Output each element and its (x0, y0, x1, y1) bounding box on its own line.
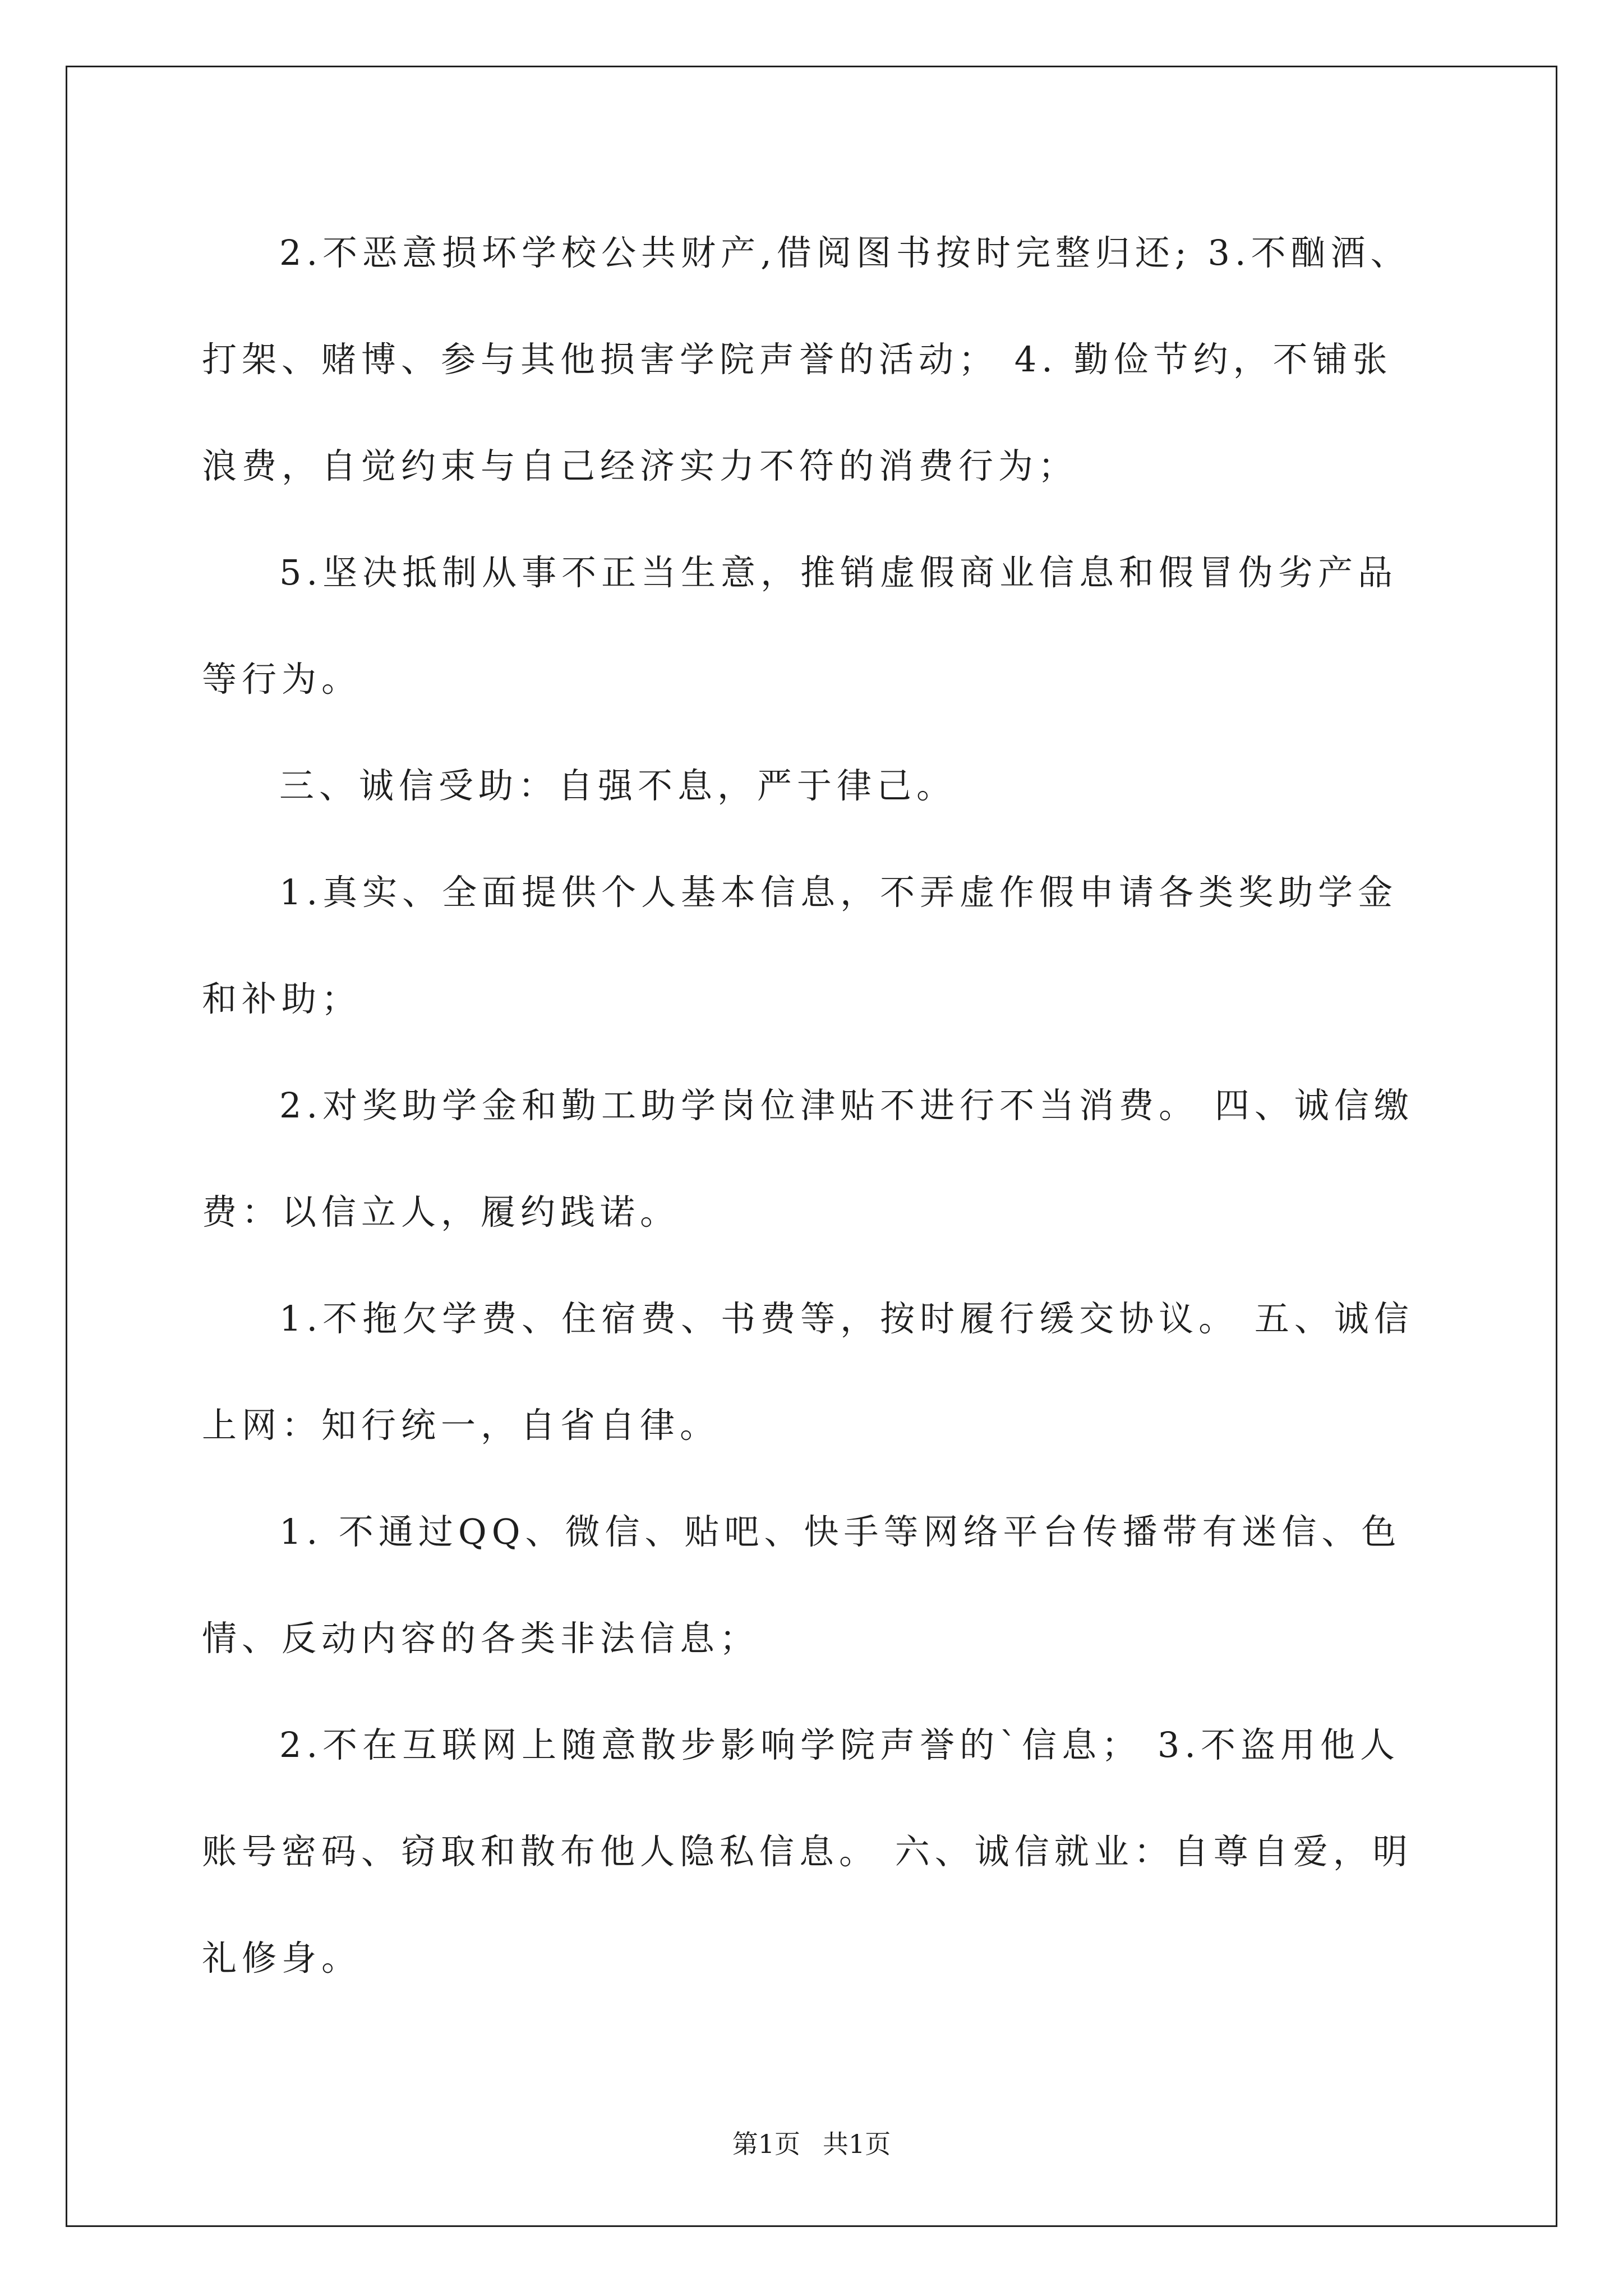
text-line: 1.真实、全面提供个人基本信息，不弄虚作假申请各类奖助学金 (279, 872, 1398, 913)
page-border (66, 66, 1557, 2227)
page-number: 第1页 (732, 2129, 800, 2159)
text-line: 2.不在互联网上随意散步影响学院声誉的`信息； 3.不盗用他人 (279, 1724, 1400, 1765)
text-line: 礼修身。 (202, 1938, 362, 1978)
text-line: 上网：知行统一，自省自律。 (202, 1405, 720, 1446)
section-heading (202, 733, 1492, 839)
paragraph (202, 1692, 1492, 2012)
text-line: 1.不拖欠学费、住宿费、书费等，按时履行缓交协议。 五、诚信 (279, 1298, 1414, 1339)
text-line: 打架、赌博、参与其他损害学院声誉的活动； 4. 勤俭节约，不铺张 (202, 339, 1393, 380)
text-line: 情、反动内容的各类非法信息； (202, 1618, 760, 1659)
text-line: 5.坚决抵制从事不正当生意，推销虚假商业信息和假冒伪劣产品 (279, 552, 1398, 593)
page-total: 共1页 (823, 2129, 891, 2159)
paragraph (202, 1479, 1492, 1692)
text-line: 浪费，自觉约束与自己经济实力不符的消费行为； (202, 445, 1078, 486)
text-line: 1. 不通过QQ、微信、贴吧、快手等网络平台传播带有迷信、色 (279, 1511, 1401, 1552)
paragraph (202, 200, 1492, 519)
text-line: 三、诚信受助：自强不息，严于律己。 (279, 765, 957, 806)
paragraph (202, 839, 1492, 1052)
text-line: 等行为。 (202, 659, 362, 700)
page-footer (67, 2127, 1556, 2161)
text-line: 2.对奖助学金和勤工助学岗位津贴不进行不当消费。 四、诚信缴 (279, 1085, 1414, 1126)
text-line: 和补助； (202, 978, 362, 1019)
text-line: 2.不恶意损坏学校公共财产,借阅图书按时完整归还; 3.不酗酒、 (279, 232, 1410, 273)
paragraph (202, 519, 1492, 733)
paragraph (202, 1052, 1492, 1266)
text-line: 费：以信立人，履约践诺。 (202, 1191, 680, 1232)
text-line: 账号密码、窃取和散布他人隐私信息。 六、诚信就业：自尊自爱，明 (202, 1831, 1413, 1872)
document-body (202, 200, 1492, 2012)
paragraph (202, 1266, 1492, 1479)
